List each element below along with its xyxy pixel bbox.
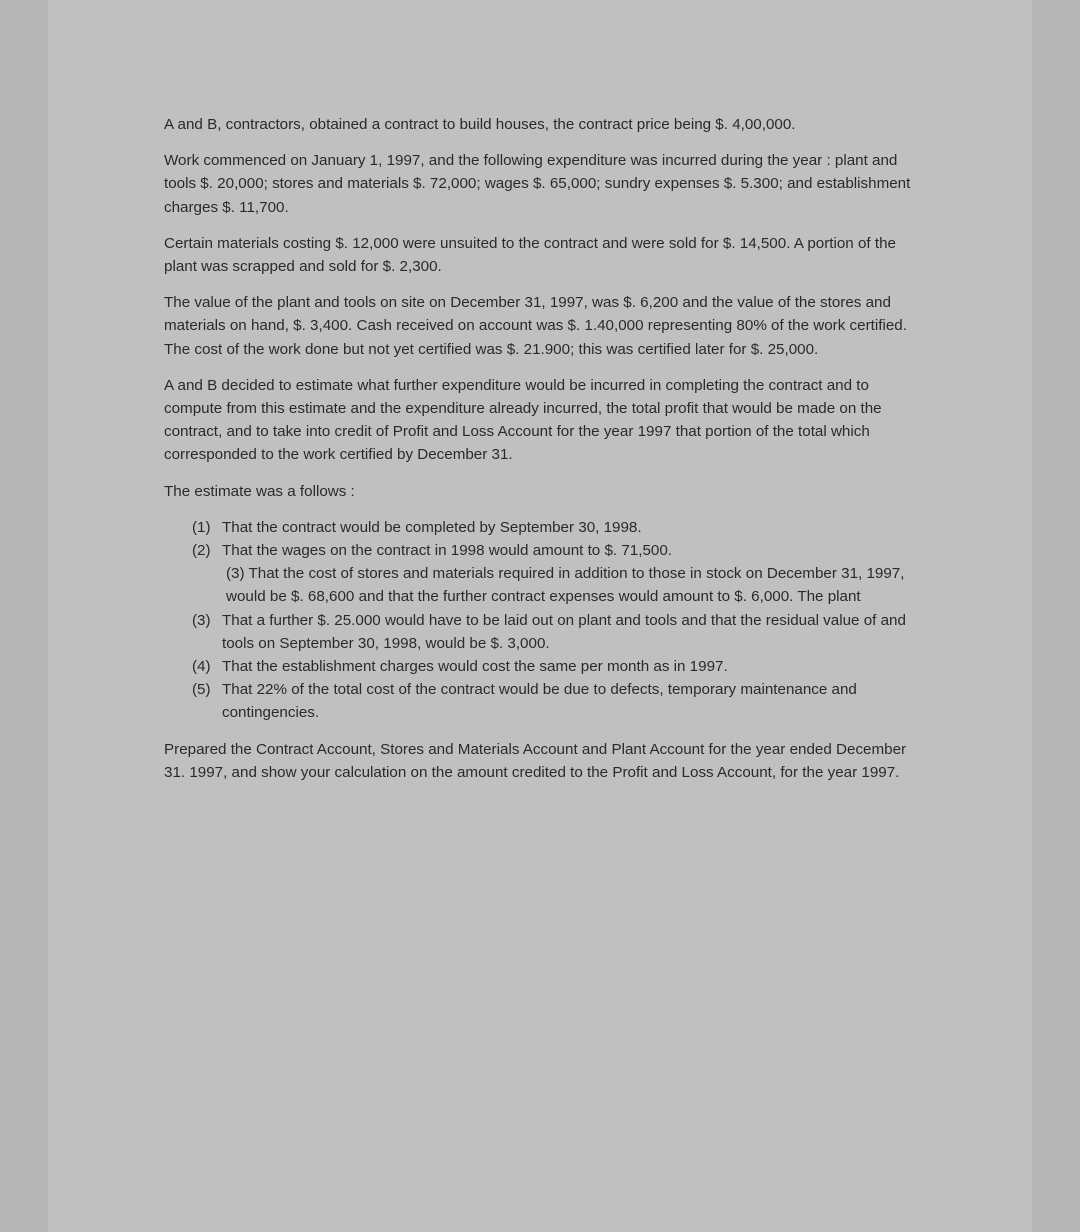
list-item [192,539,924,562]
list-item [192,678,924,724]
paragraph-closing-instructions: Prepared the Contract Account, Stores and Materials Account and Plant Account for the year ended December 31. 1997, and show your calculation on the amount credited to the Profit and Loss Account, for the year 1997. [164,740,907,781]
list-item-number: (2) [192,542,211,560]
paragraph-estimate-decision: A and B decided to estimate what further expenditure would be incurred in completing the contract and to compute from this estimate and the expenditure already incurred, the total profit that would be made on the contract, and to take into credit of Profit and Loss Account for the year 1997 that portion of the total which corresponded to the work certified by December 31. [164,376,882,464]
document-body [164,113,924,797]
list-item-text: That the contract would be completed by September 30, 1998. [222,518,642,536]
list-item [192,609,924,655]
list-item-number: (1) [192,518,211,536]
estimate-list [164,516,924,725]
list-item-text: That a further $. 25.000 would have to be laid out on plant and tools and that the residual value of and tools on September 30, 1998, would be $. 3,000. [222,611,906,652]
list-item-text: (3) That the cost of stores and materials required in addition to those in stock on December 31, 1997, would be $. 68,600 and that the further contract expenses would amount to $. 6,000. The plant [226,565,905,606]
paragraph-year-end-values: The value of the plant and tools on site on December 31, 1997, was $. 6,200 and the value of the stores and materials on hand, $. 3,400. Cash received on account was $. 1.40,000 representing 80% of the work certified. The cost of the work done but not yet certified was $. 21.900; this was certified later for $. 25,000. [164,294,907,358]
paragraph-materials-sold: Certain materials costing $. 12,000 were unsuited to the contract and were sold for $. 14,500. A portion of the plant was scrapped and sold for $. 2,300. [164,234,896,276]
list-item-number: (5) [192,681,211,699]
paragraph-estimate-heading: The estimate was a follows : [164,482,355,500]
list-item-text: That 22% of the total cost of the contract would be due to defects, temporary maintenance and contingencies. [222,681,857,722]
list-item-text: That the wages on the contract in 1998 would amount to $. 71,500. [222,542,673,560]
list-item [192,516,924,539]
list-item [192,562,924,608]
list-item-number: (4) [192,658,211,676]
paragraph-contract-intro: A and B, contractors, obtained a contract to build houses, the contract price being $. 4,00,000. [164,116,796,133]
list-item-number: (3) [192,611,211,629]
list-item-text: That the establishment charges would cost the same per month as in 1997. [222,658,728,676]
paragraph-expenditure: Work commenced on January 1, 1997, and the following expenditure was incurred during the year : plant and tools $. 20,000; stores and materials $. 72,000; wages $. 65,000; sundry expenses $. 5.300; and establishment charges $. 11,700. [164,152,911,216]
document-page [48,0,1032,1232]
list-item [192,655,924,678]
